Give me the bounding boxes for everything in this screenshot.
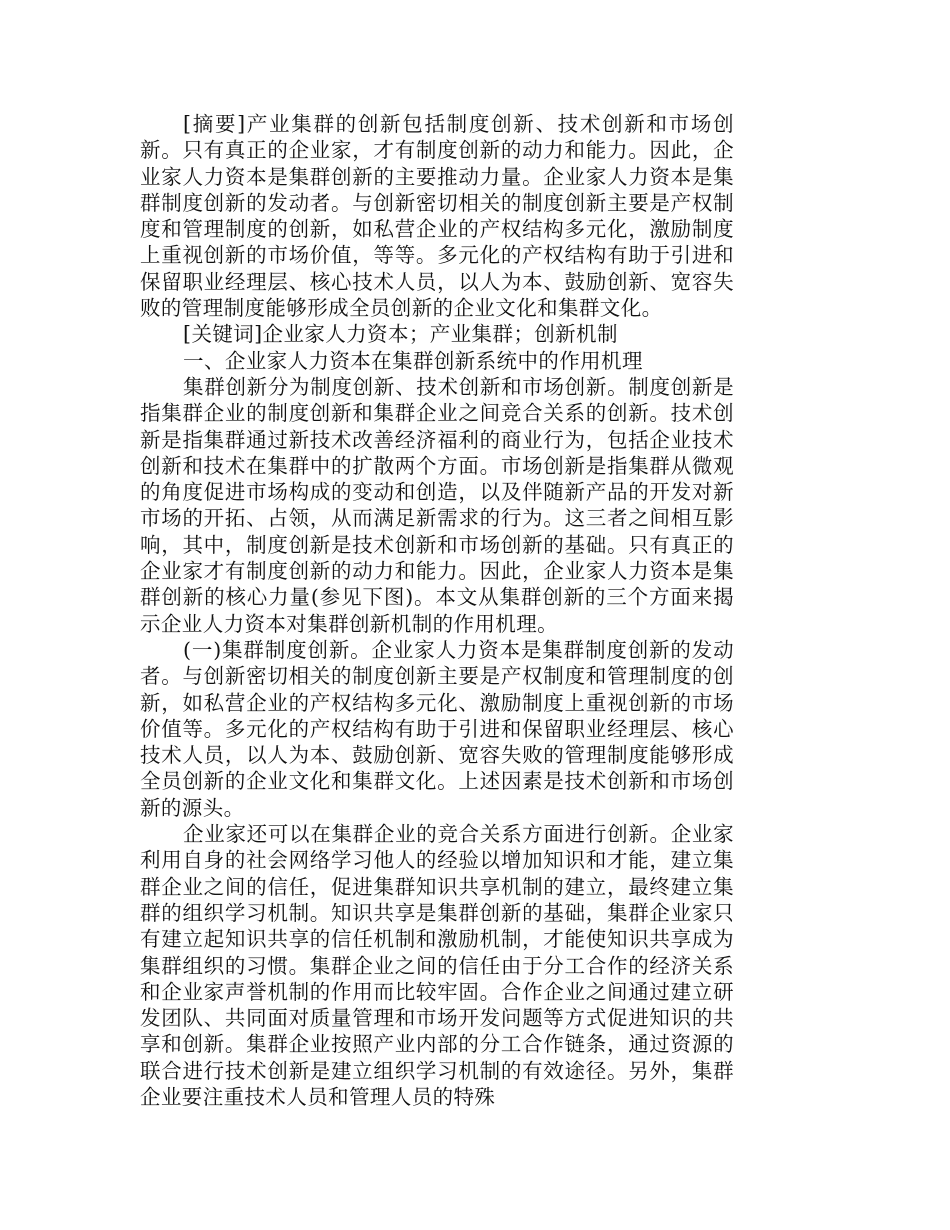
body-paragraph: 企业家还可以在集群企业的竞合关系方面进行创新。企业家利用自身的社会网络学习他人的经验以增加知识和才能，建立集群企业之间的信任，促进集群知识共享机制的建立，最终建立集群的组织学习机制。知识共享是集群创新的基础，集群企业家只有建立起知识共享的信任机制和激励机制，才能使知识共享成为集群组织的习惯。集群企业之间的信任由于分工合作的经济关系和企业家声誉机制的作用而比较牢固。合作企业之间通过建立研发团队、共同面对质量管理和市场开发问题等方式促进知识的共享和创新。集群企业按照产业内部的分工合作链条，通过资源的联合进行技术创新是建立组织学习机制的有效途径。另外，集群企业要注重技术人员和管理人员的特殊 [140, 822, 734, 1109]
body-paragraph: 集群创新分为制度创新、技术创新和市场创新。制度创新是指集群企业的制度创新和集群企业之间竞合关系的创新。技术创新是指集群通过新技术改善经济福利的商业行为，包括企业技术创新和技术在集群中的扩散两个方面。市场创新是指集群从微观的角度促进市场构成的变动和创造，以及伴随新产品的开发对新市场的开拓、占领，从而满足新需求的行为。这三者之间相互影响，其中，制度创新是技术创新和市场创新的基础。只有真正的企业家才有制度创新的动力和能力。因此，企业家人力资本是集群创新的核心力量(参见下图)。本文从集群创新的三个方面来揭示企业人力资本对集群创新机制的作用机理。 [140, 374, 734, 636]
section-heading: 一、企业家人力资本在集群创新系统中的作用机理 [183, 348, 643, 373]
document-body [140, 111, 734, 1110]
body-paragraph: (一)集群制度创新。企业家人力资本是集群制度创新的发动者。与创新密切相关的制度创新主要是产权制度和管理制度的创新，如私营企业的产权结构多元化、激励制度上重视创新的市场价值等。多元化的产权结构有助于引进和保留职业经理层、核心技术人员，以人为本、鼓励创新、宽容失败的管理制度能够形成全员创新的企业文化和集群文化。上述因素是技术创新和市场创新的源头。 [140, 637, 734, 820]
abstract-paragraph: [摘要]产业集群的创新包括制度创新、技术创新和市场创新。只有真正的企业家，才有制度创新的动力和能力。因此，企业家人力资本是集群创新的主要推动力量。企业家人力资本是集群制度创新的发动者。与创新密切相关的制度创新主要是产权制度和管理制度的创新，如私营企业的产权结构多元化，激励制度上重视创新的市场价值，等等。多元化的产权结构有助于引进和保留职业经理层、核心技术人员，以人为本、鼓励创新、宽容失败的管理制度能够形成全员创新的企业文化和集群文化。 [140, 112, 734, 321]
keywords-paragraph: [关键词]企业家人力资本；产业集群；创新机制 [183, 322, 618, 347]
